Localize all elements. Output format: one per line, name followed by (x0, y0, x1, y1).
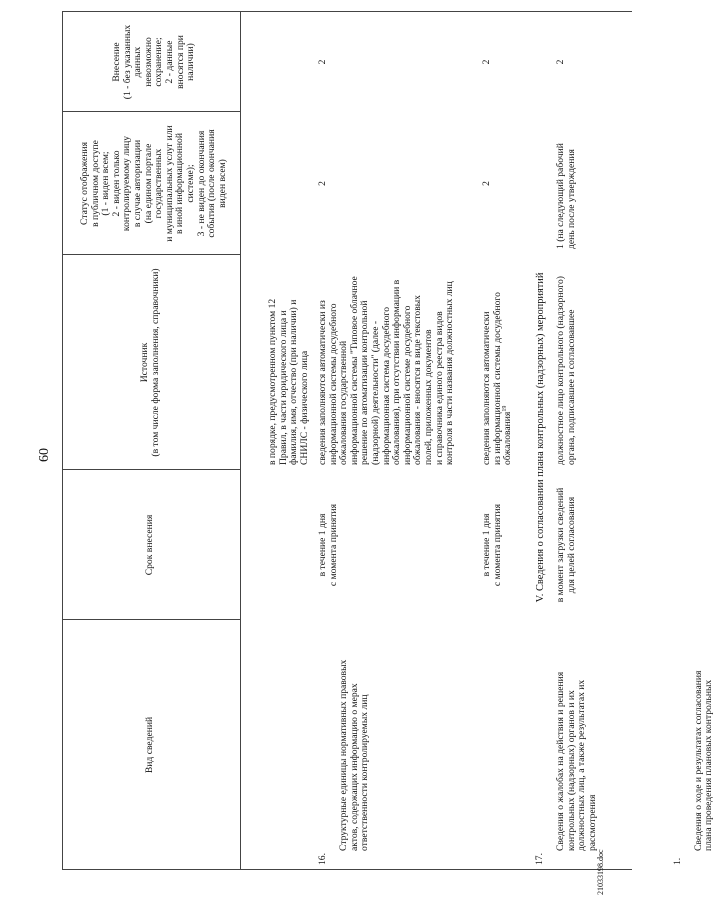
table-row-17-source (482, 250, 514, 465)
header-status: Статус отображения в публичном доступе (1 - виден всем; 2 - виден только контролируемому лицу в случае авторизации (на едином портале государственных и муниципальных услуг или в иной информационной системе); 3 - не виден до окончания события (после окончания виден всем) (79, 125, 228, 242)
footer-filename: 21033198.doc (596, 849, 605, 895)
row-kind-text: Сведения о жалобах на действия и решения контрольных (надзорных) органов и их должностных лиц, а также результатах их рассмотрения (555, 671, 598, 851)
header-bottom-border (240, 12, 241, 870)
header-source: Источник (в том числе форма заполнения, справочники) (139, 268, 161, 457)
section-title: V. Сведения о согласовании плана контрольных (надзорных) мероприятий (535, 272, 546, 603)
row-number: 17. (533, 853, 545, 865)
table-row-16-kind (318, 611, 371, 865)
source-text: сведения заполняются автоматически из информационной системы досудебного обжалования (481, 292, 514, 465)
table-row-17-kind (535, 611, 599, 865)
section-row-1-kind (673, 611, 715, 865)
table-row-17-status: 2 (481, 181, 492, 186)
row-kind-text: Структурные единицы нормативных правовых актов, содержащих информацию о мерах ответственности контролируемых лиц (338, 659, 371, 851)
section-row-1-entry: 2 (555, 59, 566, 65)
table-row-16-deadline: в течение 1 дня с момента принятия (317, 503, 339, 587)
header-entry: Внесение (1 - без указанных данных невозможно сохранение; 2 - данные вносятся при наличии) (111, 24, 197, 100)
table-row-17-deadline: в течение 1 дня с момента принятия (481, 503, 503, 587)
page-number: 60 (37, 448, 52, 462)
section-row-1-deadline: в момент загрузки сведений для целей согласования (555, 487, 577, 603)
section-row-1-source: должностное лицо контрольного (надзорного) органа, подписавшее и согласовавшее (555, 276, 577, 465)
section-row-1-status: 1 (на следующий рабочий день после утверждения (555, 143, 577, 249)
table-top-border (62, 12, 63, 870)
table-row-16-source: сведения заполняются автоматически из информационной системы досудебного обжалования государственной информационной системы "Типовое облачное решение по автоматизации контрольной (надзорной) деятельности" (далее - информационная система досудебного обжалования), при отсутствии информации в информационной системе досудебного обжалования - вносятся в виде текстовых полей, приложенных документов и справочника единого реестра видов контроля в части названия должностных лиц (317, 276, 456, 465)
footnote-marker: 19 (502, 405, 508, 412)
table-row-16-status: 2 (317, 181, 328, 186)
header-deadline: Срок внесения (144, 514, 155, 576)
table-row-17-entry: 2 (481, 59, 492, 65)
table-row-16-entry: 2 (317, 59, 328, 65)
row-number: 1. (671, 857, 683, 865)
header-kind: Вид сведений (144, 716, 155, 774)
continuation-source: в порядке, предусмотренном пунктом 12 Правил, в части юридического лица и фамилия, имя, отчество (при наличии) и СНИЛС - физического лица (267, 298, 310, 465)
row-kind-text: Сведения о ходе и результатах согласования плана проведения плановых контрольных (692, 670, 715, 851)
row-number: 16. (317, 853, 328, 865)
